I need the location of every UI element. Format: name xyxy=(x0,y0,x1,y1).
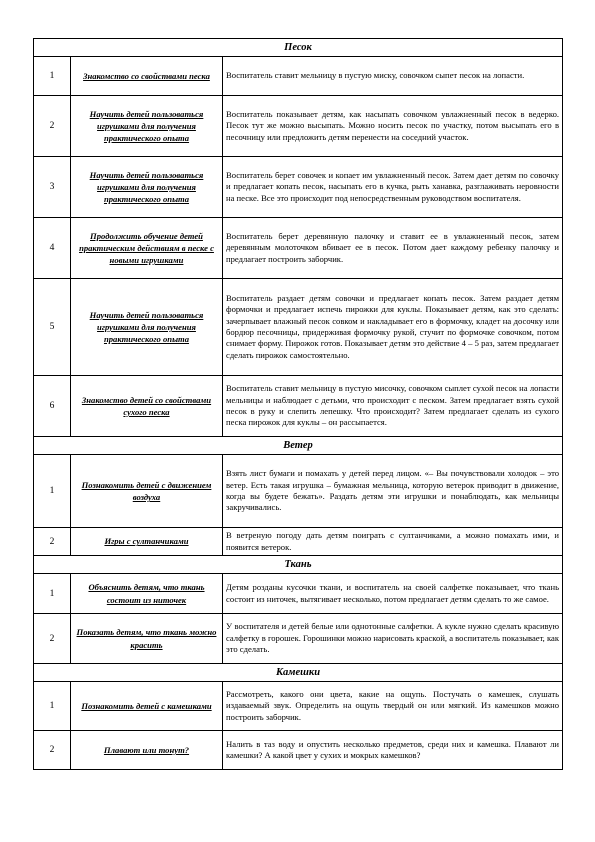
row-description: Воспитатель берет деревянную палочку и ставит ее в увлажненный песок, затем деревянным молоточком вбивает ее в песок. Потом дает каждому ребенку палочку и предлагает построить заборчик. xyxy=(223,218,563,279)
row-topic: Познакомить детей с движением воздуха xyxy=(71,455,223,528)
table-row xyxy=(34,614,563,664)
table-row xyxy=(34,96,563,157)
row-topic: Продолжить обучение детей практическим действиям в песке с новыми игрушками xyxy=(71,218,223,279)
row-description: Воспитатель берет совочек и копает им увлажненный песок. Затем дает детям по совочку и предлагает копать песок, насыпать его в кучка, рыть ханавка, разглаживать неровности на песке. Все это происходит под непосредственным руководством воспитателя. xyxy=(223,157,563,218)
row-topic: Игры с султанчиками xyxy=(71,528,223,556)
row-description: Воспитатель раздает детям совочки и предлагает копать песок. Затем раздает детям формочки и предлагает испечь пирожки для куклы. Показывает детям, как это сделать: зачерпывает влажный песок совком и накладывает его в формочку, кладет на досочку или бордюр песочницы, придерживая формочку рукой, стучит по формочке совочком, потом снимает форму. Пирожок готов. Показывает детям это действие 4 – 5 раз, затем предлагает сделать пирожок самостоятельно. xyxy=(223,279,563,376)
table-row xyxy=(34,57,563,96)
row-description: Детям розданы кусочки ткани, и воспитатель на своей салфетке показывает, что ткань состоит из ниточек, вытягивает несколько, потом предлагает детям сделать то же самое. xyxy=(223,574,563,614)
row-description: Налить в таз воду и опустить несколько предметов, среди них и камешка. Плавают ли камешки? А какой цвет у сухих и мокрых камешков? xyxy=(223,731,563,770)
table-row xyxy=(34,218,563,279)
row-number: 2 xyxy=(34,96,71,157)
row-number: 1 xyxy=(34,57,71,96)
row-number: 6 xyxy=(34,376,71,437)
section-title-sand: Песок xyxy=(34,39,563,57)
row-description: У воспитателя и детей белые или однотонные салфетки. А кукле нужно сделать красивую салфетку в горошек. Горошинки можно нарисовать краской, а воспитатель показывает, как это сделать. xyxy=(223,614,563,664)
section-title-pebbles: Камешки xyxy=(34,664,563,682)
row-topic: Знакомство детей со свойствами сухого песка xyxy=(71,376,223,437)
row-number: 1 xyxy=(34,574,71,614)
row-number: 1 xyxy=(34,455,71,528)
table-row xyxy=(34,455,563,528)
row-description: Воспитатель показывает детям, как насыпать совочком увлажненный песок в ведерко. Песок тут же можно высыпать. Можно носить песок по участку, потом высыпать его в песочницу или предложить детям перенести на соседний участок. xyxy=(223,96,563,157)
row-topic: Объяснить детям, что ткань состоит из ниточек xyxy=(71,574,223,614)
section-title-wind: Ветер xyxy=(34,437,563,455)
row-description: Взять лист бумаги и помахать у детей перед лицом. «– Вы почувствовали холодок – это ветер. Есть такая игрушка – бумажная мельница, которую ветерок приводит в движение, когда вы будете бежать». Раздать детям эти игрушки и понаблюдать, как мельницы закручивались. xyxy=(223,455,563,528)
table-row xyxy=(34,528,563,556)
row-topic: Плавают или тонут? xyxy=(71,731,223,770)
row-topic: Знакомство со свойствами песка xyxy=(71,57,223,96)
row-description: Воспитатель ставит мельницу в пустую мисочку, совочком сыплет сухой песок на лопасти мельницы и наблюдает с детьми, что происходит с песком. Затем предлагает взять сухой песок в руку и слепить лепешку. Что происходит? Затем предлагает сделать из сухого песка пирожок для куклы – он рассыпается. xyxy=(223,376,563,437)
row-number: 2 xyxy=(34,528,71,556)
table-row xyxy=(34,682,563,731)
row-number: 2 xyxy=(34,731,71,770)
table-row xyxy=(34,157,563,218)
row-number: 4 xyxy=(34,218,71,279)
row-topic: Научить детей пользоваться игрушками для получения практического опыта xyxy=(71,96,223,157)
row-topic: Познакомить детей с камешками xyxy=(71,682,223,731)
section-title-fabric: Ткань xyxy=(34,556,563,574)
table-row xyxy=(34,574,563,614)
row-topic: Показать детям, что ткань можно красить xyxy=(71,614,223,664)
row-description: Рассмотреть, какого они цвета, какие на ощупь. Постучать о камешек, слушать издаваемый звук. Определить на ощупь твердый он или мягкий. Из камешков можно построить заборчик. xyxy=(223,682,563,731)
row-topic: Научить детей пользоваться игрушками для получения практического опыта xyxy=(71,157,223,218)
row-number: 1 xyxy=(34,682,71,731)
row-number: 5 xyxy=(34,279,71,376)
row-description: В ветреную погоду дать детям поиграть с султанчиками, а можно помахать ими, и появится ветерок. xyxy=(223,528,563,556)
row-number: 2 xyxy=(34,614,71,664)
lesson-table xyxy=(33,38,563,770)
table-row xyxy=(34,376,563,437)
table-row xyxy=(34,731,563,770)
table-row xyxy=(34,279,563,376)
row-description: Воспитатель ставит мельницу в пустую миску, совочком сыпет песок на лопасти. xyxy=(223,57,563,96)
row-topic: Научить детей пользоваться игрушками для получения практического опыта xyxy=(71,279,223,376)
row-number: 3 xyxy=(34,157,71,218)
